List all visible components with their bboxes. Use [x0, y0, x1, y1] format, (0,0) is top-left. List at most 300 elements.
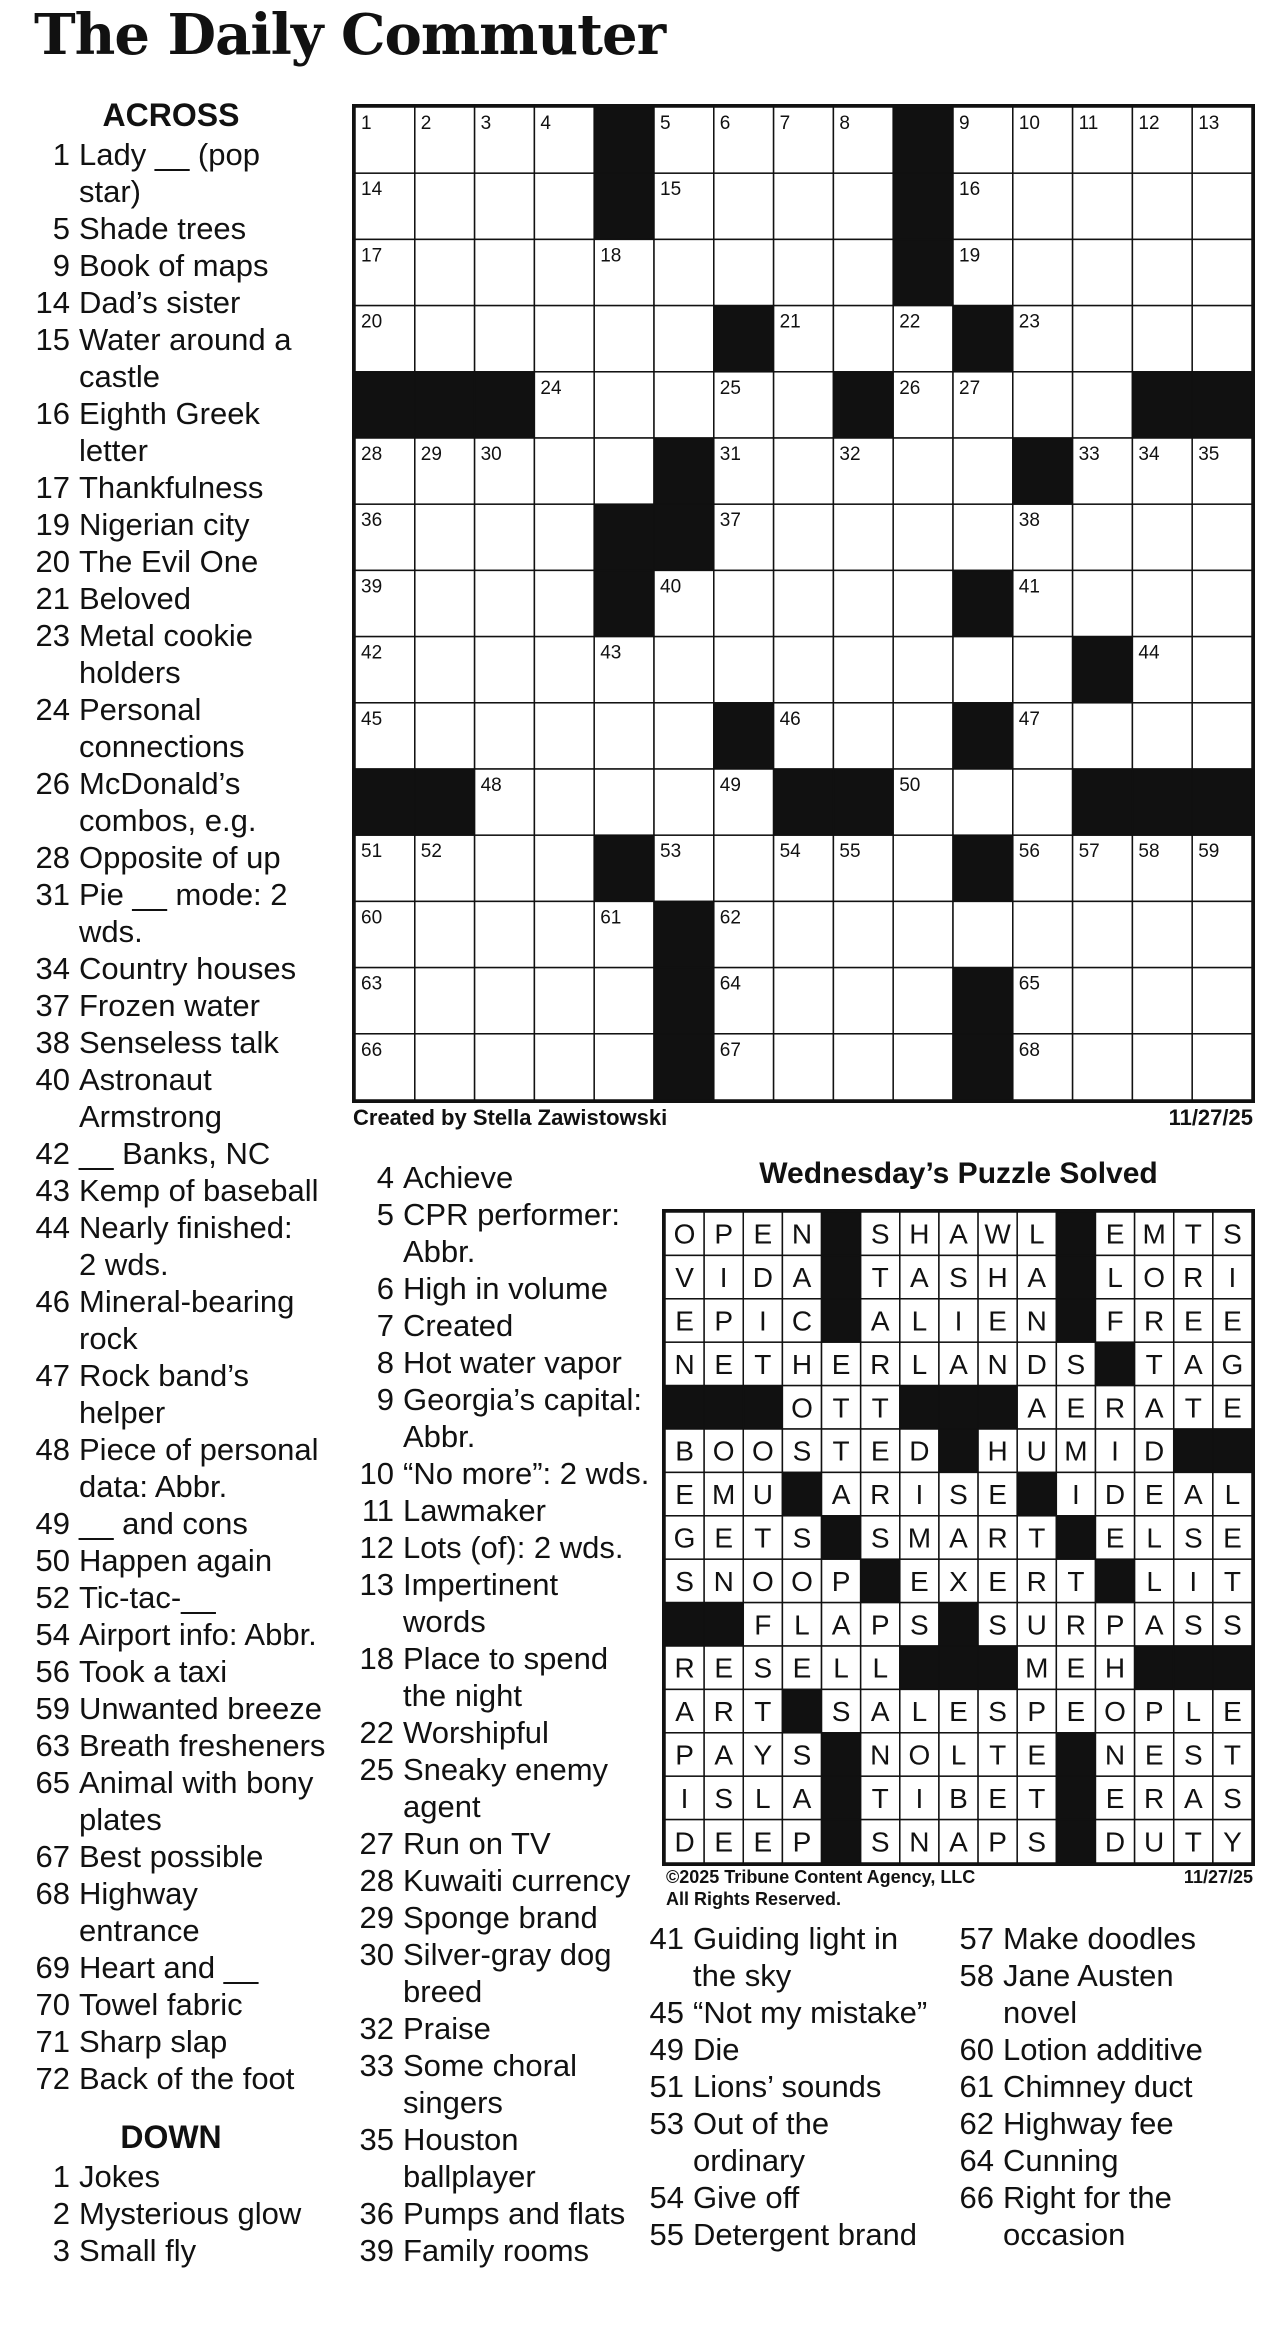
clue-item[interactable] [26, 1172, 351, 1209]
clue-text: Astronaut Armstrong [79, 1062, 222, 1134]
solution-letter: O [751, 1435, 774, 1467]
grid-cell[interactable] [1073, 504, 1133, 570]
clue-number: 4 [376, 1160, 394, 1195]
clue-item[interactable] [26, 543, 351, 580]
grid-cell[interactable] [893, 438, 953, 504]
grid-cell[interactable] [1013, 901, 1073, 967]
solution-letter: A [949, 1826, 968, 1858]
grid-block [654, 1034, 714, 1100]
solution-block [1017, 1472, 1056, 1515]
grid-cell[interactable] [534, 703, 594, 769]
grid-cell[interactable] [833, 504, 893, 570]
grid-cell[interactable] [415, 239, 475, 305]
grid-cell[interactable] [475, 306, 535, 372]
clue-item[interactable] [26, 136, 351, 210]
grid-cell[interactable] [594, 372, 654, 438]
clue-item[interactable] [26, 1542, 351, 1579]
clue-item[interactable] [350, 1714, 650, 1751]
clue-text: The Evil One [79, 544, 259, 579]
grid-cell[interactable] [475, 637, 535, 703]
clue-item[interactable] [26, 2195, 351, 2232]
grid-cell[interactable] [594, 769, 654, 835]
solution-letter: D [752, 1262, 773, 1294]
grid-cell[interactable] [1073, 901, 1133, 967]
clue-text: Metal cookie holders [79, 618, 254, 690]
grid-cell[interactable] [1073, 306, 1133, 372]
clue-item[interactable] [26, 2232, 351, 2269]
grid-cell[interactable] [534, 173, 594, 239]
clue-item[interactable] [950, 2179, 1270, 2253]
solution-letter: I [1189, 1565, 1198, 1597]
clue-text: Georgia’s capital: Abbr. [403, 1382, 642, 1454]
grid-cell[interactable] [415, 1034, 475, 1100]
grid-cell[interactable] [833, 1034, 893, 1100]
solution-letter: E [870, 1435, 890, 1467]
grid-cell[interactable] [833, 173, 893, 239]
grid-cell[interactable] [893, 1034, 953, 1100]
grid-cell[interactable] [1192, 968, 1252, 1034]
grid-cell[interactable] [415, 637, 475, 703]
grid-cell[interactable] [953, 504, 1013, 570]
grid-cell[interactable] [774, 173, 834, 239]
clue-text: Praise [403, 2011, 491, 2046]
grid-cell[interactable] [1132, 570, 1192, 636]
solution-letter: L [1185, 1696, 1202, 1728]
solution-letter: S [870, 1826, 890, 1858]
cell-number: 57 [1078, 841, 1100, 863]
grid-block [1073, 637, 1133, 703]
clue-item[interactable] [350, 2010, 650, 2047]
grid-cell[interactable] [893, 901, 953, 967]
solution-letter: I [915, 1782, 924, 1814]
grid-cell[interactable] [833, 306, 893, 372]
grid-cell[interactable] [953, 438, 1013, 504]
grid-cell[interactable] [1192, 239, 1252, 305]
solution-letter: E [910, 1565, 929, 1597]
clue-item[interactable] [350, 1159, 650, 1196]
grid-cell[interactable] [893, 637, 953, 703]
grid-cell[interactable] [1132, 968, 1192, 1034]
solution-block [1095, 1342, 1134, 1385]
grid-block [355, 372, 415, 438]
clue-number: 28 [359, 1863, 394, 1898]
clue-item[interactable] [26, 1283, 351, 1357]
solution-letter: L [911, 1305, 928, 1337]
solution-letter: D [1026, 1348, 1047, 1380]
grid-cell[interactable] [415, 173, 475, 239]
clue-item[interactable] [26, 284, 351, 321]
grid-cell[interactable] [774, 372, 834, 438]
grid-cell[interactable] [1013, 637, 1073, 703]
clue-item[interactable] [26, 1986, 351, 2023]
grid-cell[interactable] [833, 637, 893, 703]
grid-cell[interactable] [833, 901, 893, 967]
grid-cell[interactable] [774, 504, 834, 570]
clue-item[interactable] [350, 2232, 650, 2269]
clue-item[interactable] [350, 1196, 650, 1270]
grid-cell[interactable] [1132, 173, 1192, 239]
grid-cell[interactable] [415, 504, 475, 570]
grid-cell[interactable] [534, 637, 594, 703]
grid-cell[interactable] [953, 637, 1013, 703]
clue-item[interactable] [26, 876, 351, 950]
clue-number: 16 [35, 396, 70, 431]
clue-item[interactable] [26, 617, 351, 691]
grid-cell[interactable] [475, 570, 535, 636]
clue-text: Achieve [403, 1160, 514, 1195]
solution-letter: O [908, 1739, 931, 1771]
clue-item[interactable] [26, 1875, 351, 1949]
grid-cell[interactable] [833, 703, 893, 769]
grid-block [953, 703, 1013, 769]
grid-cell[interactable] [1073, 1034, 1133, 1100]
clue-number: 39 [359, 2233, 394, 2268]
grid-cell[interactable] [534, 968, 594, 1034]
rights-line: All Rights Reserved. [666, 1889, 842, 1909]
grid-cell[interactable] [893, 504, 953, 570]
grid-cell[interactable] [1013, 239, 1073, 305]
grid-cell[interactable] [714, 637, 774, 703]
clue-item[interactable] [26, 2060, 351, 2097]
clue-text: Frozen water [79, 988, 260, 1023]
solution-letter: L [872, 1652, 889, 1684]
clue-text: Cunning [1003, 2143, 1119, 2178]
clue-item[interactable] [350, 1344, 650, 1381]
grid-cell[interactable] [774, 968, 834, 1034]
clue-item[interactable] [950, 1920, 1270, 1957]
clue-item[interactable] [350, 1640, 650, 1714]
clue-item[interactable] [640, 2105, 950, 2179]
clue-text: Sneaky enemy agent [403, 1752, 609, 1824]
grid-cell[interactable] [1073, 372, 1133, 438]
clue-item[interactable] [950, 2068, 1270, 2105]
solved-puzzle-title: Wednesday’s Puzzle Solved [759, 1157, 1158, 1190]
solution-letter: S [792, 1522, 812, 1554]
clue-item[interactable] [26, 210, 351, 247]
grid-cell[interactable] [1073, 968, 1133, 1034]
clue-item[interactable] [26, 1505, 351, 1542]
solution-letter: R [713, 1696, 734, 1728]
grid-cell[interactable] [654, 372, 714, 438]
grid-cell[interactable] [893, 570, 953, 636]
solution-letter: N [909, 1826, 930, 1858]
clue-item[interactable] [26, 1690, 351, 1727]
grid-cell[interactable] [1013, 372, 1073, 438]
solution-letter: O [673, 1218, 696, 1250]
grid-cell[interactable] [1132, 504, 1192, 570]
clue-item[interactable] [26, 321, 351, 395]
grid-cell[interactable] [893, 703, 953, 769]
clue-item[interactable] [26, 506, 351, 543]
clue-item[interactable] [26, 247, 351, 284]
solution-letter: S [1223, 1782, 1242, 1814]
solution-letter: T [832, 1392, 850, 1424]
grid-cell[interactable] [534, 504, 594, 570]
grid-cell[interactable] [534, 835, 594, 901]
solution-date: 11/27/25 [1183, 1867, 1253, 1887]
grid-cell[interactable] [475, 504, 535, 570]
clue-item[interactable] [350, 1529, 650, 1566]
clue-item[interactable] [26, 1653, 351, 1690]
across-heading: ACROSS [102, 97, 240, 133]
grid-cell[interactable] [1132, 1034, 1192, 1100]
grid-cell[interactable] [594, 968, 654, 1034]
grid-cell[interactable] [953, 901, 1013, 967]
clue-item[interactable] [350, 2121, 650, 2195]
cell-number: 39 [361, 576, 383, 598]
clue-item[interactable] [26, 987, 351, 1024]
grid-cell[interactable] [714, 173, 774, 239]
solution-letter: R [987, 1522, 1008, 1554]
clue-number: 15 [35, 322, 70, 357]
solution-block [782, 1472, 821, 1515]
grid-cell[interactable] [1192, 570, 1252, 636]
grid-cell[interactable] [774, 438, 834, 504]
solution-letter: A [1027, 1392, 1047, 1424]
grid-cell[interactable] [654, 703, 714, 769]
clue-item[interactable] [26, 1135, 351, 1172]
grid-cell[interactable] [475, 835, 535, 901]
solution-letter: T [1223, 1739, 1241, 1771]
grid-cell[interactable] [714, 570, 774, 636]
clue-item[interactable] [26, 1616, 351, 1653]
grid-cell[interactable] [714, 239, 774, 305]
clue-item[interactable] [640, 1994, 950, 2031]
grid-cell[interactable] [1073, 173, 1133, 239]
clue-item[interactable] [950, 2105, 1270, 2142]
clue-number: 17 [35, 470, 70, 505]
grid-cell[interactable] [534, 438, 594, 504]
grid-cell[interactable] [534, 1034, 594, 1100]
clue-number: 5 [376, 1197, 394, 1232]
grid-cell[interactable] [415, 703, 475, 769]
grid-cell[interactable] [534, 306, 594, 372]
clue-item[interactable] [350, 1862, 650, 1899]
solution-letter: G [673, 1522, 696, 1554]
grid-cell[interactable] [415, 901, 475, 967]
grid-cell[interactable] [1073, 570, 1133, 636]
clue-item[interactable] [350, 1751, 650, 1825]
clue-item[interactable] [26, 1431, 351, 1505]
grid-block [953, 306, 1013, 372]
cell-number: 41 [1018, 576, 1040, 598]
clue-item[interactable] [26, 1727, 351, 1764]
solution-letter: T [871, 1392, 889, 1424]
solution-letter: M [907, 1522, 932, 1554]
grid-cell[interactable] [1132, 901, 1192, 967]
clue-item[interactable] [26, 1838, 351, 1875]
clue-number: 71 [35, 2024, 70, 2059]
grid-cell[interactable] [475, 901, 535, 967]
solution-block [1174, 1646, 1213, 1689]
grid-cell[interactable] [1192, 1034, 1252, 1100]
grid-cell[interactable] [1192, 901, 1252, 967]
grid-cell[interactable] [1192, 306, 1252, 372]
copyright-notice [666, 1866, 975, 1910]
clue-item[interactable] [350, 1455, 650, 1492]
clue-item[interactable] [350, 1936, 650, 2010]
cell-number: 36 [361, 510, 383, 532]
clue-item[interactable] [26, 580, 351, 617]
grid-cell[interactable] [774, 637, 834, 703]
solution-letter: R [1144, 1782, 1165, 1814]
clue-number: 63 [35, 1728, 70, 1763]
clue-text: Rock band’s helper [79, 1358, 250, 1430]
clue-item[interactable] [350, 1270, 650, 1307]
grid-cell[interactable] [654, 306, 714, 372]
grid-cell[interactable] [654, 637, 714, 703]
grid-cell[interactable] [654, 769, 714, 835]
grid-cell[interactable] [594, 438, 654, 504]
clue-text: Lotion additive [1003, 2032, 1203, 2067]
clue-item[interactable] [950, 2142, 1270, 2179]
cell-number: 64 [719, 973, 741, 995]
clue-item[interactable] [26, 395, 351, 469]
grid-cell[interactable] [833, 968, 893, 1034]
clue-item[interactable] [26, 1061, 351, 1135]
grid-cell[interactable] [1192, 703, 1252, 769]
grid-cell[interactable] [1192, 637, 1252, 703]
grid-cell[interactable] [774, 1034, 834, 1100]
clue-item[interactable] [640, 2216, 950, 2253]
clue-item[interactable] [26, 691, 351, 765]
clue-text: Die [693, 2032, 740, 2067]
clue-item[interactable] [26, 2158, 351, 2195]
grid-cell[interactable] [1192, 504, 1252, 570]
clue-item[interactable] [350, 1566, 650, 1640]
clue-text: Piece of personal data: Abbr. [79, 1432, 319, 1504]
grid-cell[interactable] [833, 570, 893, 636]
solution-letter: X [949, 1565, 968, 1597]
clue-item[interactable] [26, 839, 351, 876]
clue-item[interactable] [350, 1492, 650, 1529]
clue-item[interactable] [640, 2031, 950, 2068]
grid-cell[interactable] [475, 1034, 535, 1100]
clue-number: 1 [52, 2159, 70, 2194]
clue-item[interactable] [26, 469, 351, 506]
grid-cell[interactable] [475, 173, 535, 239]
clue-item[interactable] [950, 2031, 1270, 2068]
cell-number: 31 [719, 444, 741, 465]
clue-number: 59 [35, 1691, 70, 1726]
grid-cell[interactable] [893, 968, 953, 1034]
clue-text: Created [403, 1308, 514, 1343]
grid-cell[interactable] [833, 239, 893, 305]
clue-number: 32 [359, 2011, 394, 2046]
clue-item[interactable] [26, 1209, 351, 1283]
grid-cell[interactable] [534, 239, 594, 305]
clue-item[interactable] [640, 2179, 950, 2216]
clue-number: 14 [35, 285, 70, 320]
grid-cell[interactable] [594, 306, 654, 372]
crossword-grid[interactable] [352, 104, 1255, 1103]
solution-letter: N [1104, 1739, 1126, 1771]
clue-item[interactable] [350, 1381, 650, 1455]
clue-text: Jane Austen novel [1003, 1958, 1174, 2030]
clue-item[interactable] [350, 1825, 650, 1862]
solution-letter: E [1144, 1739, 1164, 1771]
grid-cell[interactable] [1073, 703, 1133, 769]
solution-letter: I [1111, 1435, 1119, 1467]
solution-block [1056, 1776, 1095, 1819]
cell-number: 16 [959, 179, 981, 201]
solution-letter: I [915, 1479, 924, 1511]
grid-cell[interactable] [594, 1034, 654, 1100]
solution-letter: L [794, 1609, 810, 1641]
grid-cell[interactable] [774, 570, 834, 636]
cell-number: 24 [540, 377, 562, 399]
clue-item[interactable] [26, 1579, 351, 1616]
clue-item[interactable] [350, 2047, 650, 2121]
clue-number: 62 [959, 2106, 994, 2141]
clue-item[interactable] [350, 1307, 650, 1344]
grid-cell[interactable] [893, 835, 953, 901]
solution-block [665, 1386, 704, 1429]
grid-cell[interactable] [774, 239, 834, 305]
solution-letter: A [1144, 1609, 1164, 1641]
solution-letter: S [988, 1609, 1007, 1641]
grid-cell[interactable] [1013, 173, 1073, 239]
cell-number: 11 [1078, 113, 1099, 134]
clue-text: Thankfulness [79, 470, 264, 505]
grid-block [1192, 769, 1252, 835]
solution-letter: P [675, 1739, 694, 1771]
clue-item[interactable] [950, 1957, 1270, 2031]
cell-number: 56 [1018, 841, 1040, 863]
grid-cell[interactable] [594, 703, 654, 769]
grid-cell[interactable] [654, 239, 714, 305]
clue-number: 12 [359, 1530, 394, 1565]
grid-cell[interactable] [415, 968, 475, 1034]
clue-item[interactable] [26, 765, 351, 839]
grid-cell[interactable] [534, 769, 594, 835]
grid-cell[interactable] [415, 570, 475, 636]
grid-cell[interactable] [1132, 239, 1192, 305]
grid-cell[interactable] [1073, 239, 1133, 305]
grid-cell[interactable] [475, 239, 535, 305]
grid-cell[interactable] [1132, 306, 1192, 372]
clue-item[interactable] [26, 1764, 351, 1838]
clue-text: Pumps and flats [403, 2196, 626, 2231]
clue-item[interactable] [350, 1899, 650, 1936]
grid-cell[interactable] [774, 901, 834, 967]
solution-letter: A [1183, 1348, 1203, 1380]
clue-item[interactable] [640, 2068, 950, 2105]
grid-cell[interactable] [475, 968, 535, 1034]
clue-item[interactable] [640, 1920, 950, 1994]
grid-cell[interactable] [415, 306, 475, 372]
clue-item[interactable] [26, 950, 351, 987]
clue-text: Book of maps [79, 248, 269, 283]
cell-number: 12 [1138, 113, 1160, 134]
grid-cell[interactable] [1013, 769, 1073, 835]
grid-cell[interactable] [534, 901, 594, 967]
clue-item[interactable] [26, 1949, 351, 1986]
clue-number: 45 [649, 1995, 684, 2030]
grid-cell[interactable] [953, 769, 1013, 835]
grid-cell[interactable] [534, 570, 594, 636]
clue-text: Happen again [79, 1543, 273, 1578]
grid-cell[interactable] [1132, 703, 1192, 769]
clue-text: Eighth Greek letter [79, 396, 260, 468]
clue-item[interactable] [350, 2195, 650, 2232]
clue-item[interactable] [26, 2023, 351, 2060]
clue-item[interactable] [26, 1024, 351, 1061]
grid-cell[interactable] [475, 703, 535, 769]
grid-cell[interactable] [714, 835, 774, 901]
grid-cell[interactable] [1192, 173, 1252, 239]
clue-item[interactable] [26, 1357, 351, 1431]
